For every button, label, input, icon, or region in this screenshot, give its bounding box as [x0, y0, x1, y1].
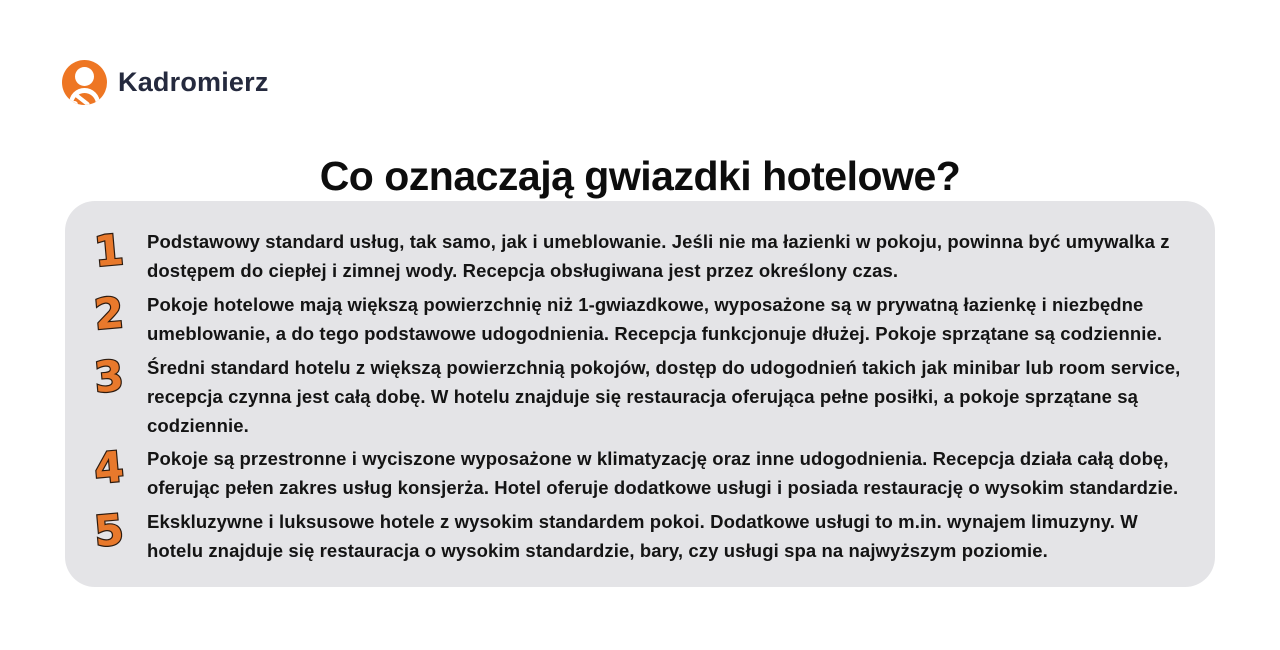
- star-description-2: Pokoje hotelowe mają większą powierzchnię niż 1-gwiazdkowe, wyposażone są w prywatną łazienkę i niezbędne umeblowanie, a do tego podstawowe udogodnienia. Recepcja funkcjonuje dłużej. Pokoje sprzątane są codziennie.: [147, 293, 1163, 344]
- page-title: Co oznaczają gwiazdki hotelowe?: [319, 153, 961, 200]
- star-description-4: Pokoje są przestronne i wyciszone wyposażone w klimatyzację oraz inne udogodnienia. Recepcja działa całą dobę, oferując pełen zakres usług konsjerża. Hotel oferuje dodatkowe usługi i posiada restaurację o wysokim standardzie.: [147, 448, 1179, 499]
- star-number-3: 3: [92, 350, 126, 402]
- star-description-3: Średni standard hotelu z większą powierzchnią pokojów, dostęp do udogodnień takich jak minibar lub room service, recepcja czynna jest całą dobę. W hotelu znajduje się restauracja oferująca pełne posiłki, a pokoje sprzątane są codziennie.: [147, 356, 1181, 436]
- star-number-4: 4: [92, 442, 126, 494]
- star-row-1: [87, 225, 1189, 285]
- star-ratings-card: [65, 201, 1215, 587]
- star-row-2: [87, 288, 1189, 348]
- star-description-5: Ekskluzywne i luksusowe hotele z wysokim standardem pokoi. Dodatkowe usługi to m.in. wynajem limuzyny. W hotelu znajduje się restauracja o wysokim standardzie, bary, czy usługi spa na najwyższym poziomie.: [147, 511, 1138, 561]
- brand-header: [62, 60, 269, 105]
- star-row-4: [87, 442, 1189, 502]
- star-number-1: 1: [92, 224, 126, 277]
- star-row-3: [87, 351, 1189, 440]
- star-number-2: 2: [92, 287, 126, 339]
- kadromierz-logo-icon: [62, 60, 107, 105]
- star-description-1: Podstawowy standard usług, tak samo, jak i umeblowanie. Jeśli nie ma łazienki w pokoju, powinna być umywalka z dostępem do ciepłej i zimnej wody. Recepcja obsługiwana jest przez określony czas.: [147, 231, 1170, 281]
- star-row-5: [87, 505, 1189, 565]
- brand-name: Kadromierz: [118, 67, 269, 97]
- star-number-5: 5: [92, 504, 126, 557]
- logo-person-head-shape: [75, 67, 94, 86]
- logo-gauge-pivot-shape: [71, 101, 78, 105]
